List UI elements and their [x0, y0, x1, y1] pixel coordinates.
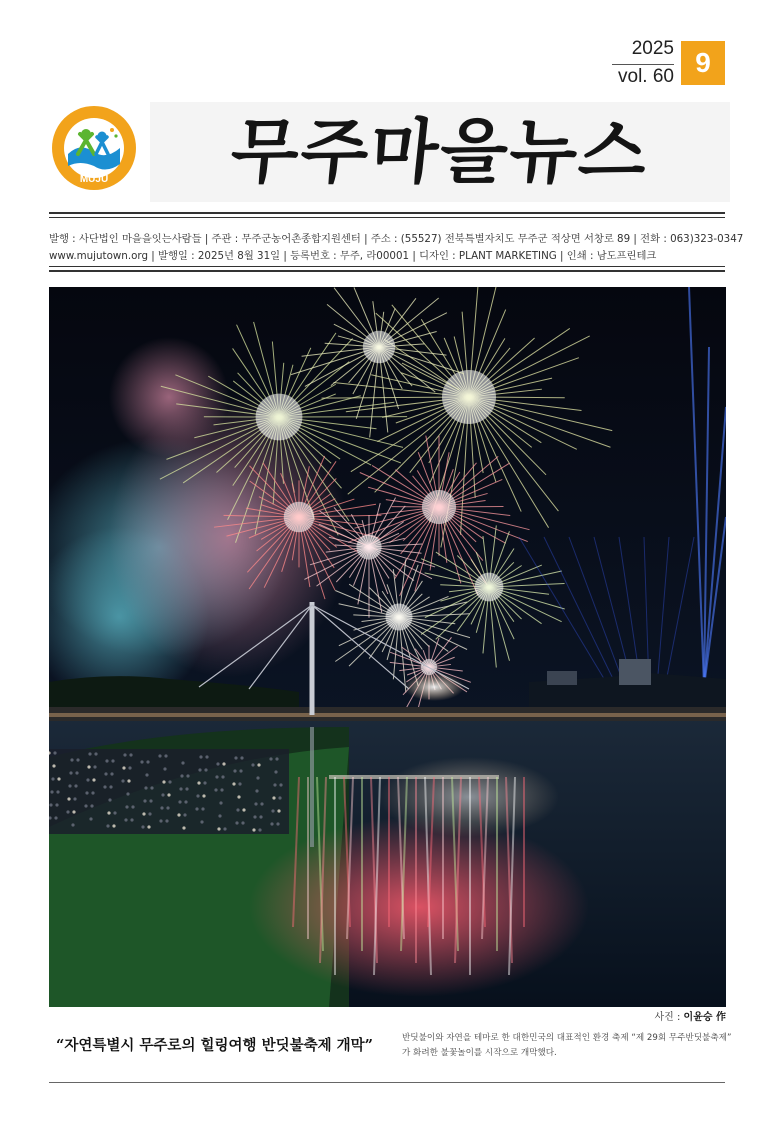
cover-caption	[402, 1031, 732, 1061]
masthead	[150, 102, 730, 202]
issue-year: 2025	[631, 38, 674, 59]
header-rule-bottom	[49, 270, 725, 272]
photo-credit-name: 이윤승 作	[683, 1012, 726, 1023]
header-rule-top-thin	[49, 217, 725, 218]
photo-credit-label: 사진 :	[654, 1012, 684, 1023]
issue-volume: vol. 60	[618, 66, 674, 87]
footer-rule	[49, 1082, 725, 1083]
masthead-title: 무주마을뉴스	[226, 110, 654, 193]
fireworks-illustration	[49, 287, 726, 1007]
header-rule-bottom-thin	[49, 266, 725, 267]
cover-caption-line2: 가 화려한 불꽃놀이를 시작으로 개막했다.	[402, 1048, 557, 1058]
photo-credit	[560, 1008, 726, 1023]
header-rule-top	[49, 212, 725, 214]
publication-info-line1: 발행 : 사단법인 마을을잇는사람들 | 주관 : 무주군농어촌종합지원센터 | 주소 : (55527) 전북특별자치도 무주군 적상면 서창로 89 | 전화 : 063)323-0347	[49, 233, 744, 245]
cover-headline: “자연특별시 무주로의 힐링여행 반딧불축제 개막”	[56, 1037, 374, 1054]
issue-month-badge: 9	[681, 41, 725, 85]
issue-divider	[612, 64, 674, 65]
community-logo	[50, 104, 138, 192]
cover-caption-line1: 반딧불이와 자연을 테마로 한 대한민국의 대표적인 환경 축제 “제 29회 무주반딧불축제”	[402, 1033, 732, 1043]
cover-photo-fireworks	[49, 287, 726, 1007]
svg-text:MUJU: MUJU	[79, 174, 109, 185]
publication-info-line2: www.mujutown.org | 발행일 : 2025년 8월 31일 | 등록번호 : 무주, 라00001 | 디자인 : PLANT MARKETING | 인쇄 : 남도프린테크	[49, 250, 657, 262]
